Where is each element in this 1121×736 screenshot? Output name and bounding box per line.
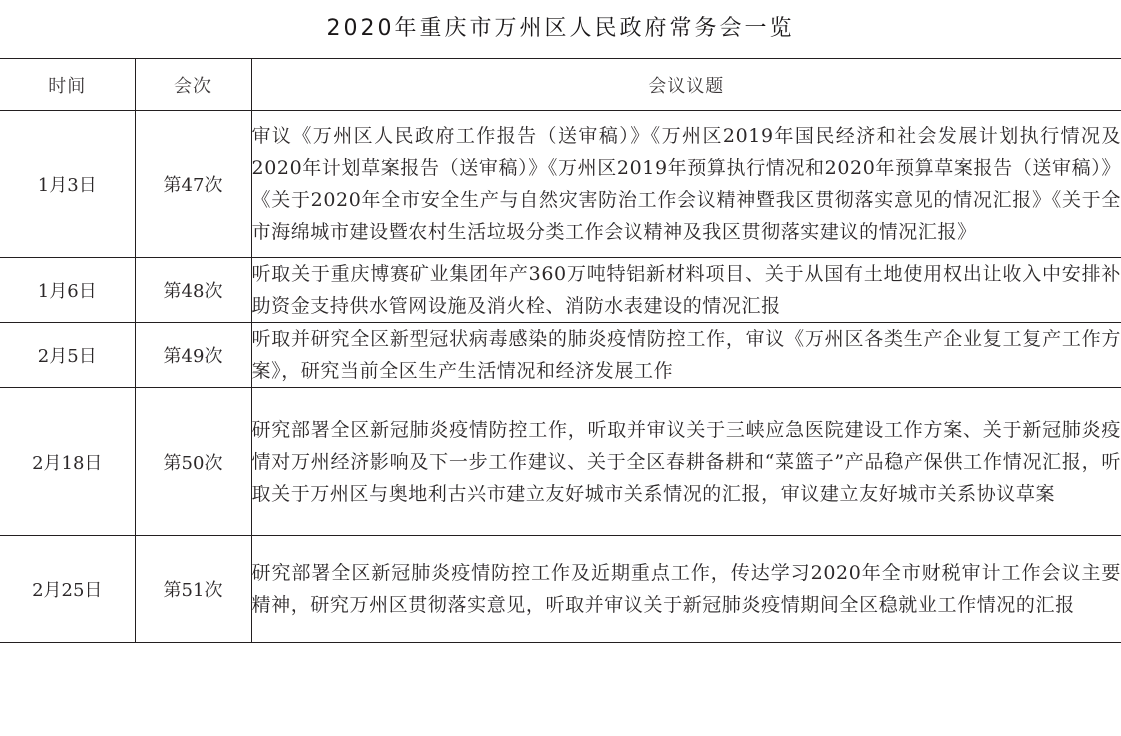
cell-session: 第50次 [135,388,251,536]
cell-date: 1月3日 [0,111,135,258]
cell-session: 第51次 [135,536,251,643]
table-row [0,536,1121,643]
document-title: 2020年重庆市万州区人民政府常务会一览 [326,16,795,41]
meetings-table [0,58,1121,643]
column-header-topic: 会议议题 [251,59,1121,111]
cell-topic: 听取关于重庆博赛矿业集团年产360万吨特铝新材料项目、关于从国有土地使用权出让收入中安排补助资金支持供水管网设施及消火栓、消防水表建设的情况汇报 [251,258,1121,323]
cell-topic: 研究部署全区新冠肺炎疫情防控工作，听取并审议关于三峡应急医院建设工作方案、关于新冠肺炎疫情对万州经济影响及下一步工作建议、关于全区春耕备耕和“菜篮子”产品稳产保供工作情况汇报，听取关于万州区与奥地利古兴市建立友好城市关系情况的汇报，审议建立友好城市关系协议草案 [251,388,1121,536]
cell-session: 第47次 [135,111,251,258]
cell-date: 1月6日 [0,258,135,323]
column-header-date: 时间 [0,59,135,111]
cell-session: 第49次 [135,323,251,388]
column-header-session: 会次 [135,59,251,111]
table-row [0,323,1121,388]
table-row [0,258,1121,323]
table-header-row [0,59,1121,111]
cell-date: 2月5日 [0,323,135,388]
cell-date: 2月18日 [0,388,135,536]
cell-date: 2月25日 [0,536,135,643]
table-row [0,388,1121,536]
cell-topic: 研究部署全区新冠肺炎疫情防控工作及近期重点工作，传达学习2020年全市财税审计工作会议主要精神，研究万州区贯彻落实意见，听取并审议关于新冠肺炎疫情期间全区稳就业工作情况的汇报 [251,536,1121,643]
table-row [0,111,1121,258]
cell-session: 第48次 [135,258,251,323]
cell-topic: 听取并研究全区新型冠状病毒感染的肺炎疫情防控工作，审议《万州区各类生产企业复工复产工作方案》，研究当前全区生产生活情况和经济发展工作 [251,323,1121,388]
cell-topic: 审议《万州区人民政府工作报告（送审稿）》《万州区2019年国民经济和社会发展计划执行情况及2020年计划草案报告（送审稿）》《万州区2019年预算执行情况和2020年预算草案报告（送审稿）》《关于2020年全市安全生产与自然灾害防治工作会议精神暨我区贯彻落实意见的情况汇报》《关于全市海绵城市建设暨农村生活垃圾分类工作会议精神及我区贯彻落实建议的情况汇报》 [251,111,1121,258]
